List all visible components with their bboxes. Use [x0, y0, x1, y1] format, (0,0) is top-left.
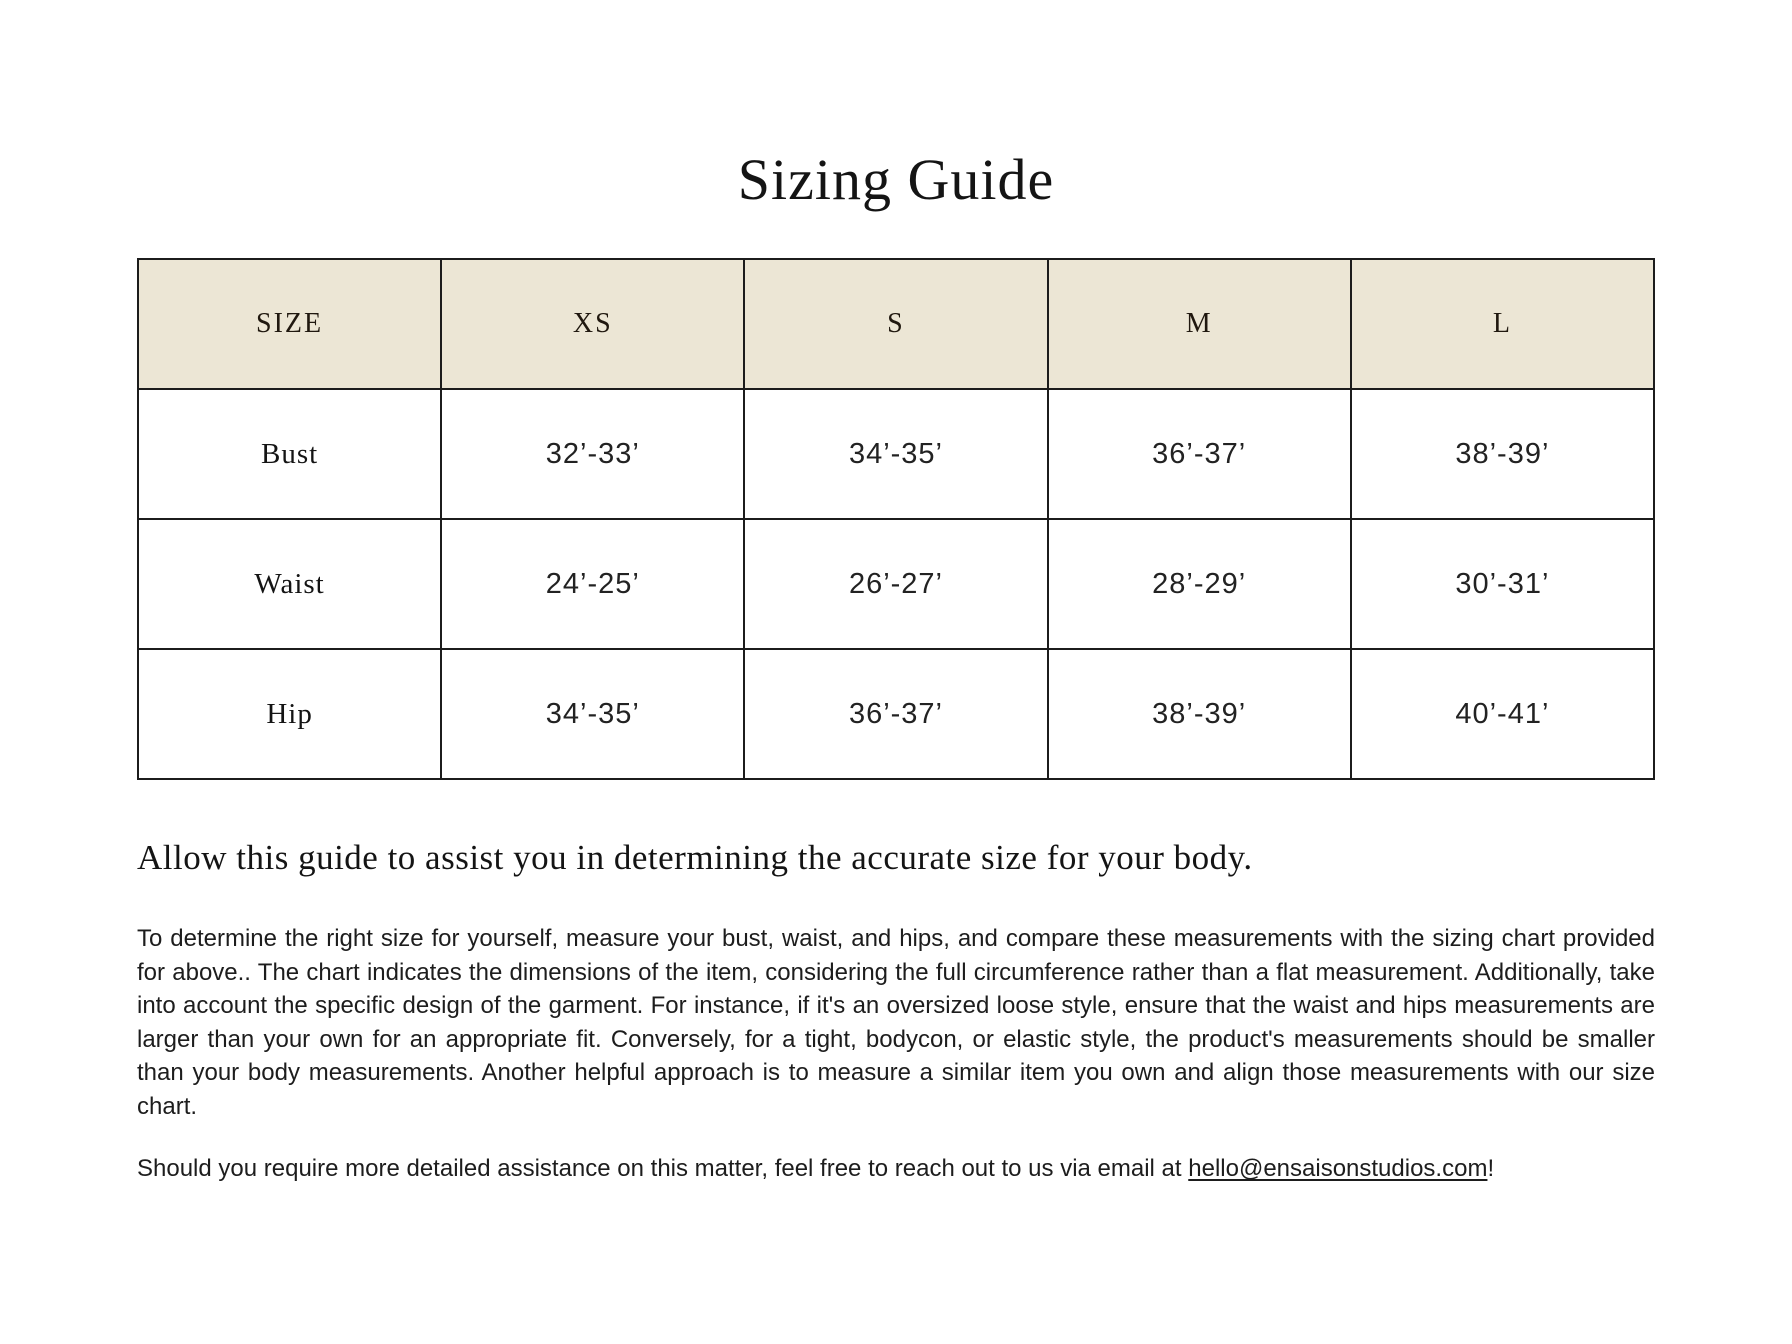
cell-bust-m: 36’-37’	[1048, 389, 1351, 519]
contact-text-suffix: !	[1487, 1155, 1495, 1182]
row-label-bust: Bust	[138, 389, 441, 519]
cell-hip-xs: 34’-35’	[441, 649, 744, 779]
cell-waist-l: 30’-31’	[1351, 519, 1654, 649]
cell-hip-s: 36’-37’	[744, 649, 1047, 779]
row-label-waist: Waist	[138, 519, 441, 649]
page-title: Sizing Guide	[737, 147, 1055, 212]
header-row	[138, 259, 1654, 389]
cell-hip-m: 38’-39’	[1048, 649, 1351, 779]
cell-waist-m: 28’-29’	[1048, 519, 1351, 649]
email-link[interactable]: hello@ensaisonstudios.com	[1188, 1155, 1488, 1182]
table-row-hip	[138, 649, 1654, 779]
column-header-xs: XS	[441, 259, 744, 389]
row-label-hip: Hip	[138, 649, 441, 779]
cell-waist-xs: 24’-25’	[441, 519, 744, 649]
cell-waist-s: 26’-27’	[744, 519, 1047, 649]
contact-text-prefix: Should you require more detailed assistance on this matter, feel free to reach out to us via email at	[137, 1155, 1189, 1182]
column-header-m: M	[1048, 259, 1351, 389]
table-row-bust	[138, 389, 1654, 519]
table-row-waist	[138, 519, 1654, 649]
column-header-l: L	[1351, 259, 1654, 389]
contact-line	[137, 1152, 1655, 1186]
size-chart-header	[138, 259, 1654, 389]
sizing-instructions-paragraph: To determine the right size for yourself, measure your bust, waist, and hips, and compare these measurements with the sizing chart provided for above.. The chart indicates the dimensions of the item, considering the full circumference rather than a flat measurement. Additionally, take into account the specific design of the garment. For instance, if it's an oversized loose style, ensure that the waist and hips measurements are larger than your own for an appropriate fit. Conversely, for a tight, bodycon, or elastic style, the product's measurements should be smaller than your body measurements. Another helpful approach is to measure a similar item you own and align those measurements with our size chart.	[137, 925, 1655, 1120]
cell-bust-s: 34’-35’	[744, 389, 1047, 519]
size-chart-table	[137, 258, 1655, 780]
cell-bust-l: 38’-39’	[1351, 389, 1654, 519]
size-chart-body	[138, 389, 1654, 779]
column-header-size: SIZE	[138, 259, 441, 389]
column-header-s: S	[744, 259, 1047, 389]
cell-bust-xs: 32’-33’	[441, 389, 744, 519]
guide-subtitle: Allow this guide to assist you in determining the accurate size for your body.	[137, 838, 1253, 877]
cell-hip-l: 40’-41’	[1351, 649, 1654, 779]
